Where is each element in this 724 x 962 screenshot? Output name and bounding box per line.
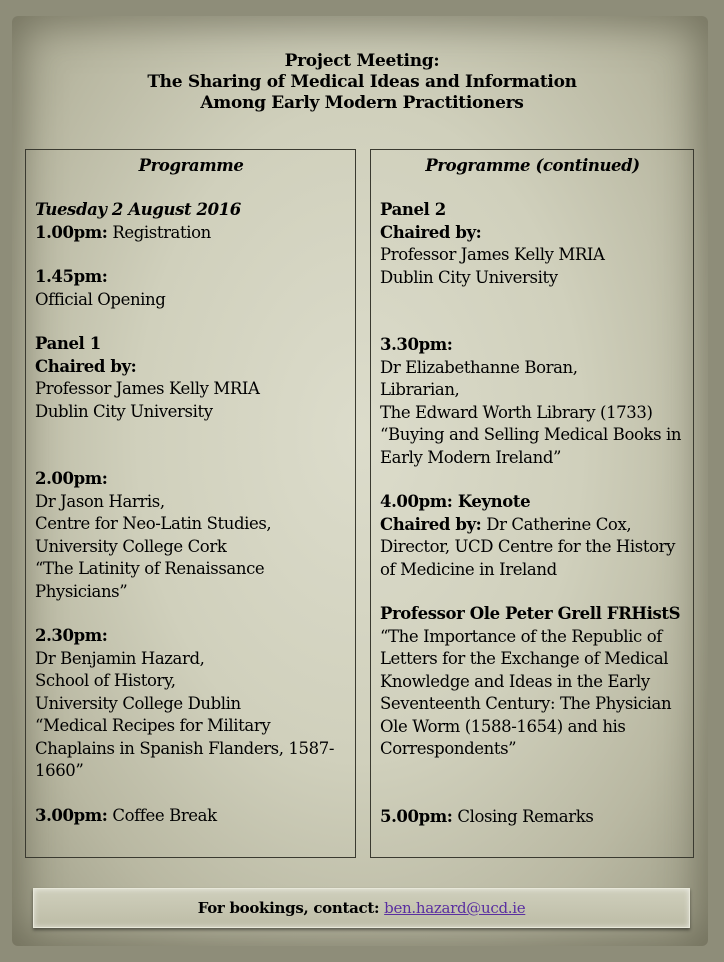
talk-title: Ole Worm (1588-1654) and his <box>380 716 626 736</box>
talk-title: “Medical Recipes for Military <box>35 716 271 735</box>
chair-institution: Dublin City University <box>380 267 558 287</box>
chair-name: Dr Catherine Cox, <box>486 514 632 534</box>
talk-title: 1660” <box>35 761 84 780</box>
keynote-time: 4.00pm: Keynote <box>380 492 531 511</box>
item-text: Coffee Break <box>112 805 217 825</box>
opening-text: Official Opening <box>35 289 166 309</box>
panel-title: Panel 2 <box>380 200 446 219</box>
column-heading: Programme <box>138 156 244 175</box>
contact-email-link[interactable]: ben.hazard@ucd.ie <box>384 899 526 917</box>
registration-item <box>35 222 347 245</box>
talk-title: Early Modern Ireland” <box>380 447 562 467</box>
speaker-name: Dr Elizabethanne Boran, <box>380 357 578 377</box>
chair-affiliation: Director, UCD Centre for the History <box>380 537 676 556</box>
time-label: 2.00pm: <box>35 469 108 488</box>
booking-footer <box>33 888 690 928</box>
talk-title: “Buying and Selling Medical Books in <box>380 425 682 444</box>
item-text: Closing Remarks <box>457 806 594 826</box>
talk-title: “The Importance of the Republic of <box>380 626 662 646</box>
speaker-affiliation: School of History, <box>35 671 176 690</box>
talk-title: Seventeenth Century: The Physician <box>380 694 672 713</box>
chair-affiliation: of Medicine in Ireland <box>380 559 557 579</box>
time-label: 3.30pm: <box>380 335 453 354</box>
booking-label: For bookings, contact: <box>197 899 380 917</box>
time-label: 2.30pm: <box>35 626 108 645</box>
speaker-affiliation: Librarian, <box>380 380 460 399</box>
talk-title: Knowledge and Ideas in the Early <box>380 671 650 691</box>
break-item <box>35 805 347 828</box>
title-line-2: The Sharing of Medical Ideas and Information <box>147 72 577 92</box>
talk-title: Correspondents” <box>380 739 517 758</box>
speaker-name: Dr Jason Harris, <box>35 491 165 511</box>
panel-title: Panel 1 <box>35 334 101 353</box>
speaker-affiliation: Centre for Neo-Latin Studies, <box>35 514 272 533</box>
keynote-speaker: Professor Ole Peter Grell FRHistS <box>380 604 681 623</box>
chaired-label: Chaired by: <box>35 356 137 376</box>
programme-column-left <box>25 149 356 858</box>
time-label: 3.00pm: <box>35 805 108 825</box>
speaker-affiliation: The Edward Worth Library (1733) <box>380 402 653 422</box>
chair-name: Professor James Kelly MRIA <box>35 379 260 398</box>
chair-name: Professor James Kelly MRIA <box>380 245 605 264</box>
programme-column-right <box>370 149 694 858</box>
chaired-label: Chaired by: <box>380 514 482 534</box>
talk-title: “The Latinity of Renaissance <box>35 559 265 578</box>
time-label: 1.45pm: <box>35 267 108 286</box>
item-text: Registration <box>112 222 211 242</box>
time-label: 5.00pm: <box>380 806 453 826</box>
column-heading: Programme (continued) <box>425 156 640 175</box>
keynote-chair <box>380 514 685 537</box>
title-line-3: Among Early Modern Practitioners <box>200 93 524 113</box>
page-title <box>0 51 724 114</box>
speaker-name: Dr Benjamin Hazard, <box>35 648 205 668</box>
speaker-affiliation: University College Dublin <box>35 693 241 713</box>
talk-title: Letters for the Exchange of Medical <box>380 649 669 668</box>
chaired-label: Chaired by: <box>380 222 482 242</box>
time-label: 1.00pm: <box>35 222 108 242</box>
chair-institution: Dublin City University <box>35 401 213 421</box>
event-date: Tuesday 2 August 2016 <box>35 200 241 219</box>
closing-item <box>380 806 685 829</box>
title-line-1: Project Meeting: <box>284 51 440 71</box>
speaker-affiliation: University College Cork <box>35 536 227 556</box>
talk-title: Chaplains in Spanish Flanders, 1587- <box>35 738 335 758</box>
talk-title: Physicians” <box>35 581 128 601</box>
